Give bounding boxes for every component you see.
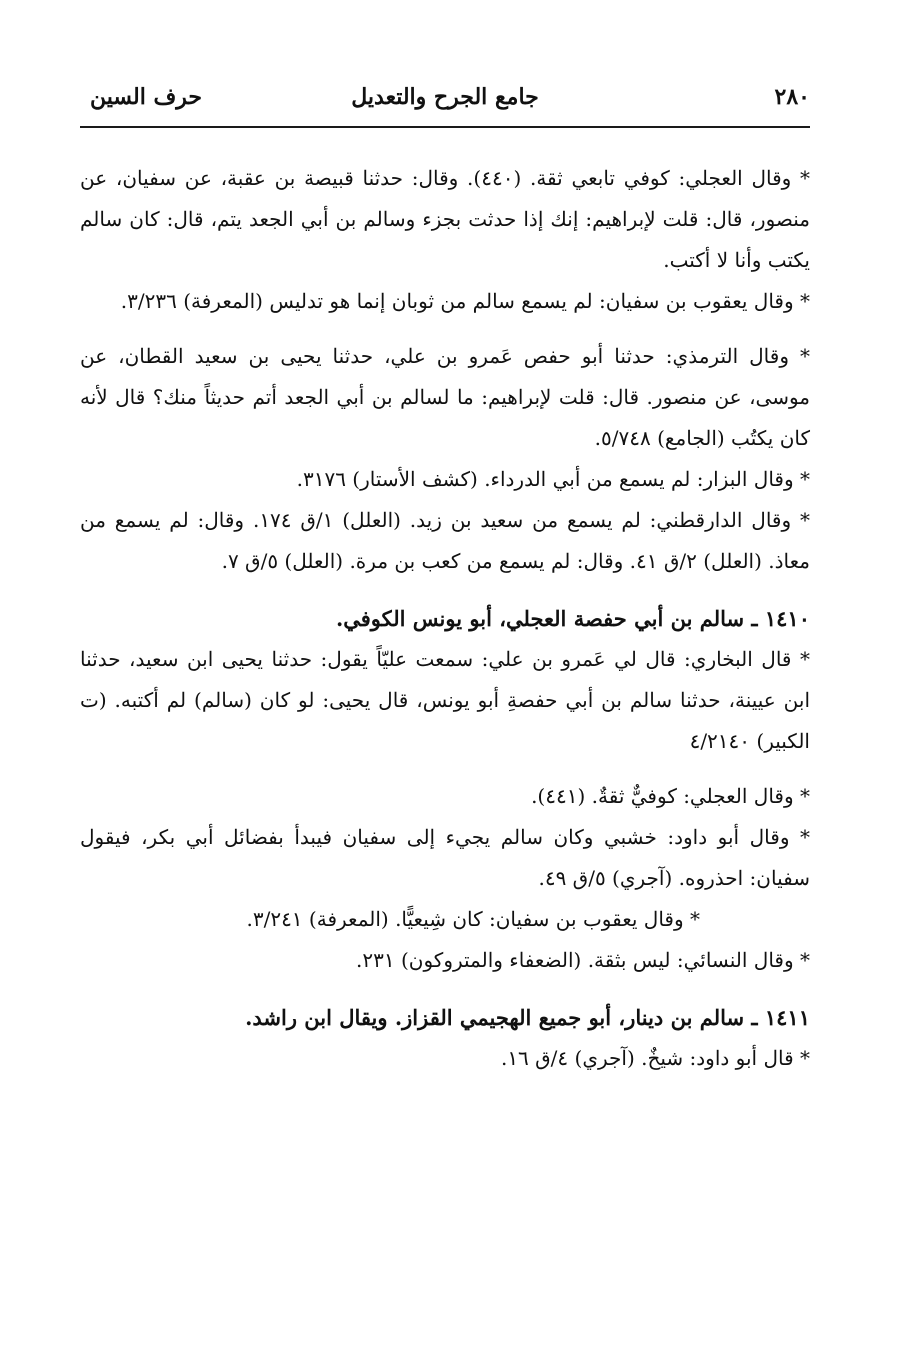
entry-heading: ١٤١١ ـ سالم بن دينار، أبو جميع الهجيمي القزاز. ويقال ابن راشد. xyxy=(245,1005,810,1030)
paragraph: * قال البخاري: قال لي عَمرو بن علي: سمعت عليّاً يقول: حدثنا يحيى ابن سعيد، حدثنا ابن عيينة، حدثنا سالم بن أبي حفصةِ أبو يونس، قال يحيى: لو كان (سالم) لم أكتبه. (ت الكبير) ٤/٢١٤٠ xyxy=(80,647,810,753)
paragraph: * وقال العجلي: كوفي تابعي ثقة. (٤٤٠). وقال: حدثنا قبيصة بن عقبة، عن سفيان، عن منصور، قال: قلت لإبراهيم: إنك إذا حدثت بجزء وسالم بن أبي الجعد يتم، قال: كان سالم يكتب وأنا لا أكتب. xyxy=(80,166,811,272)
section-title: حرف السين xyxy=(90,84,203,110)
book-title: جامع الجرح والتعديل xyxy=(351,84,539,110)
paragraph: * قال أبو داود: شيخٌ. (آجري) ٤/ق ١٦. xyxy=(500,1046,810,1070)
page-number: ٢٨٠ xyxy=(774,84,810,110)
paragraph: * وقال الدارقطني: لم يسمع من سعيد بن زيد. (العلل) ١/ق ١٧٤. وقال: لم يسمع من معاذ. (العلل) ٢/ق ٤١. وقال: لم يسمع من كعب بن مرة. (العلل) ٥/ق ٧. xyxy=(80,508,810,573)
entry-heading: ١٤١٠ ـ سالم بن أبي حفصة العجلي، أبو يونس الكوفي. xyxy=(335,606,810,631)
paragraph: * وقال النسائي: ليس بثقة. (الضعفاء والمتروكون) ٢٣١. xyxy=(356,948,810,972)
paragraph: * وقال أبو داود: خشبي وكان سالم يجيء إلى سفيان فيبدأ بفضائل أبي بكر، فيقول سفيان: احذروه. (آجري) ٥/ق ٤٩. xyxy=(80,825,810,890)
header-rule xyxy=(80,126,810,128)
paragraph: * وقال يعقوب بن سفيان: لم يسمع سالم من ثوبان إنما هو تدليس (المعرفة) ٣/٢٣٦. xyxy=(120,289,810,313)
paragraph: * وقال البزار: لم يسمع من أبي الدرداء. (كشف الأستار) ٣١٧٦. xyxy=(296,467,810,491)
running-header xyxy=(80,82,810,124)
paragraph: * وقال الترمذي: حدثنا أبو حفص عَمرو بن علي، حدثنا يحيى بن سعيد القطان، عن موسى، عن منصور. قال: قلت لإبراهيم: ما لسالم بن أبي الجعد أتم حديثاً منك؟ قال لأنه كان يكتُب (الجامع) ٥/٧٤٨. xyxy=(80,344,810,450)
paragraph: * وقال العجلي: كوفيٌّ ثقةٌ. (٤٤١). xyxy=(531,784,810,808)
page-body xyxy=(80,158,810,1079)
paragraph: * وقال يعقوب بن سفيان: كان شِيعيًّا. (المعرفة) ٣/٢٤١. xyxy=(246,907,700,931)
